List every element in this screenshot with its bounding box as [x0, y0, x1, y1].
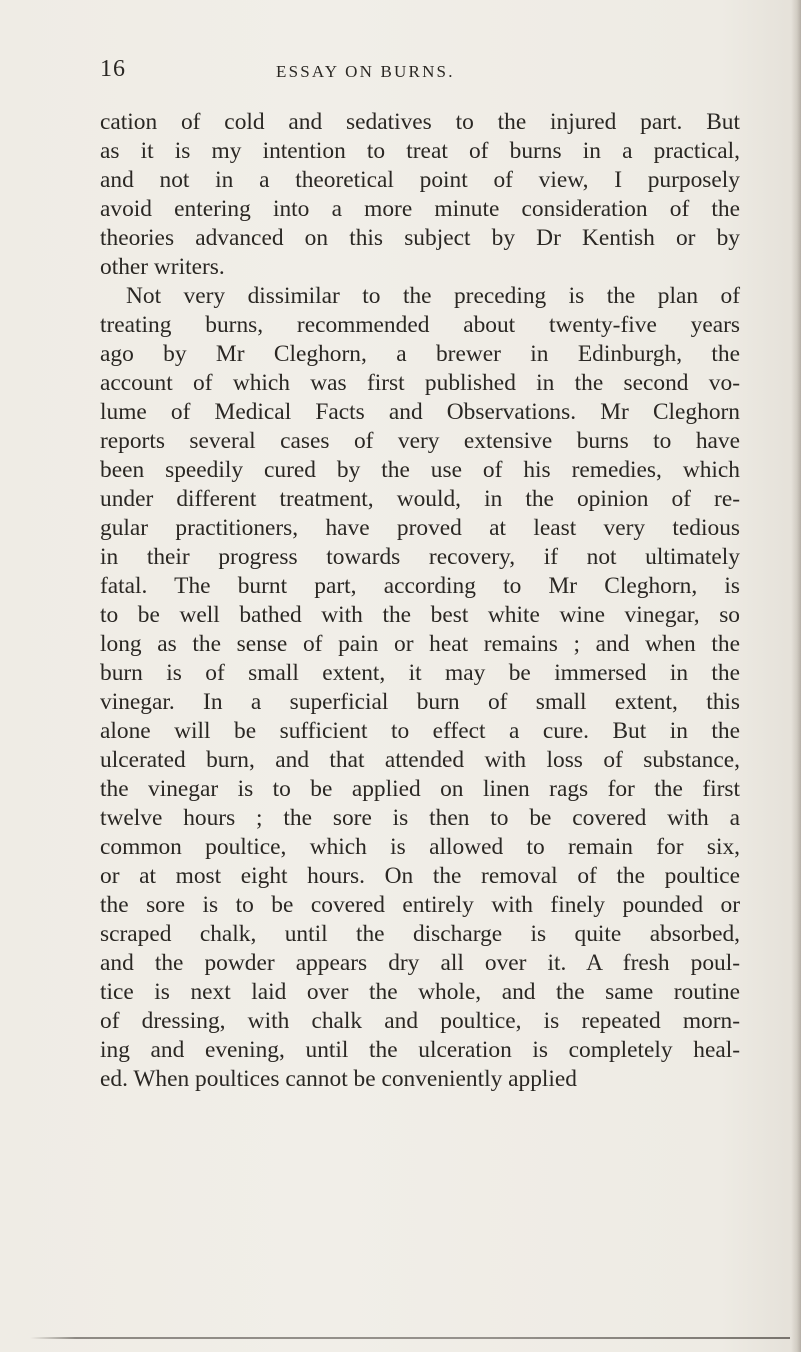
text-line: gular practitioners, have proved at least very tedious [100, 515, 740, 541]
text-line: scraped chalk, until the discharge is quite absorbed, [100, 921, 740, 947]
text-line: avoid entering into a more minute consideration of the [100, 196, 740, 222]
text-line: the sore is to be covered entirely with finely pounded or [100, 892, 740, 918]
text-line: of dressing, with chalk and poultice, is repeated morn- [100, 1008, 740, 1034]
text-line: account of which was first published in the second vo- [100, 370, 740, 396]
text-line: treating burns, recommended about twenty-five years [100, 312, 740, 338]
text-line: and the powder appears dry all over it. A fresh poul- [100, 950, 740, 976]
text-line: ing and evening, until the ulceration is completely heal- [100, 1037, 740, 1063]
page-edge-shadow [791, 0, 801, 1352]
page-header [100, 56, 740, 86]
text-line: been speedily cured by the use of his remedies, which [100, 457, 740, 483]
body-text [100, 108, 740, 1094]
text-line: and not in a theoretical point of view, I purposely [100, 167, 740, 193]
text-line: lume of Medical Facts and Observations. Mr Cleghorn [100, 399, 740, 425]
text-line: other writers. [100, 254, 225, 280]
text-line: theories advanced on this subject by Dr Kentish or by [100, 225, 740, 251]
text-line: long as the sense of pain or heat remains ; and when the [100, 631, 740, 657]
text-line: vinegar. In a superficial burn of small extent, this [100, 689, 740, 715]
text-line: reports several cases of very extensive burns to have [100, 428, 740, 454]
text-line: tice is next laid over the whole, and the same routine [100, 979, 740, 1005]
text-line: to be well bathed with the best white wine vinegar, so [100, 602, 740, 628]
text-line: cation of cold and sedatives to the injured part. But [100, 109, 740, 135]
text-line: in their progress towards recovery, if not ultimately [100, 544, 740, 570]
text-line: fatal. The burnt part, according to Mr Cleghorn, is [100, 573, 740, 599]
text-line: under different treatment, would, in the opinion of re- [100, 486, 740, 512]
text-line: ulcerated burn, and that attended with loss of substance, [100, 747, 740, 773]
text-line: Not very dissimilar to the preceding is the plan of [126, 283, 740, 309]
text-line: common poultice, which is allowed to remain for six, [100, 834, 740, 860]
text-line: ago by Mr Cleghorn, a brewer in Edinburgh, the [100, 341, 740, 367]
text-line: the vinegar is to be applied on linen rags for the first [100, 776, 740, 802]
page-number: 16 [100, 56, 126, 82]
text-line: as it is my intention to treat of burns in a practical, [100, 138, 740, 164]
text-line: burn is of small extent, it may be immersed in the [100, 660, 740, 686]
running-head: ESSAY ON BURNS. [276, 62, 455, 81]
text-line: twelve hours ; the sore is then to be covered with a [100, 805, 740, 831]
text-line: ed. When poultices cannot be conveniently applied [100, 1066, 577, 1092]
bottom-edge-line [30, 1337, 790, 1339]
text-line: alone will be sufficient to effect a cure. But in the [100, 718, 740, 744]
text-line: or at most eight hours. On the removal of the poultice [100, 863, 740, 889]
